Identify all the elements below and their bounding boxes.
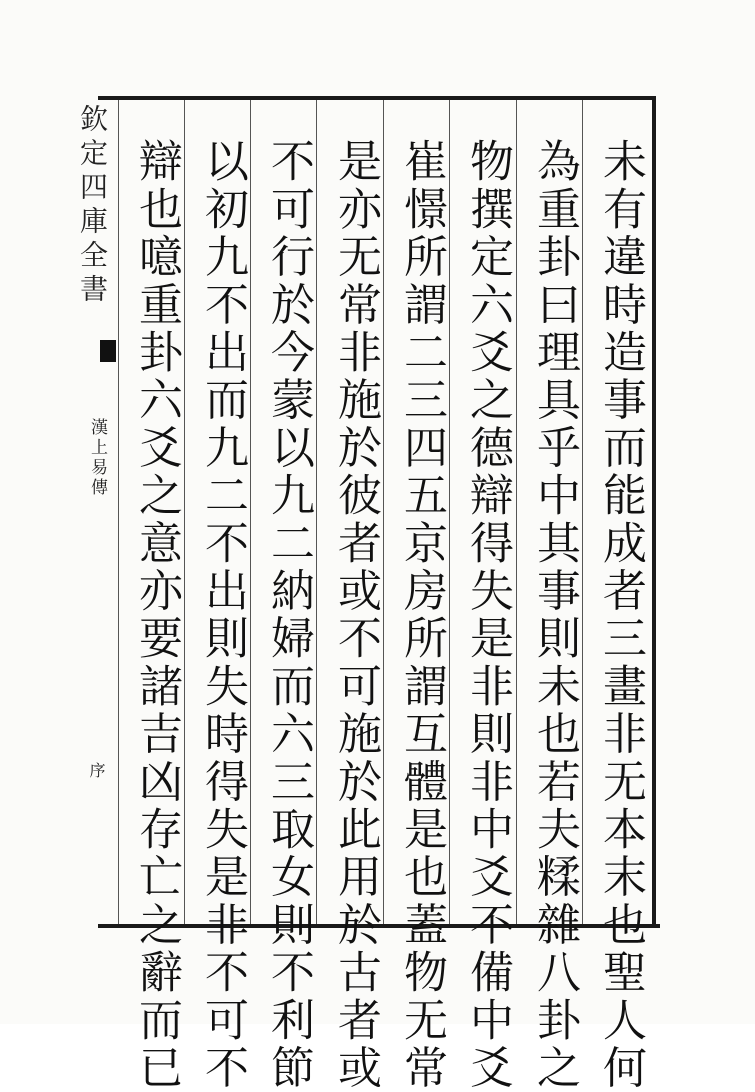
frame-top-border [98,96,653,100]
text-column-5: 是亦无常非施於彼者或不可施於此用於古者或 [330,138,381,1092]
gutter-book-title: 欽定四庫全書 [76,104,109,308]
column-divider [383,100,384,924]
frame-right-border [652,96,656,928]
text-column-1: 未有違時造事而能成者三畫非无本末也聖人何 [595,138,646,1092]
text-column-6: 不可行於今蒙以九二納婦而六三取女則不利節 [263,138,314,1092]
gutter-section-title: 漢上易傳 [87,418,107,498]
column-divider [449,100,450,924]
column-divider [582,100,583,924]
gutter-page-label: 序 [87,762,106,778]
column-divider [316,100,317,924]
gutter-divider [118,100,119,924]
text-column-7: 以初九不出而九二不出則失時得失是非不可不 [197,138,248,1092]
column-divider [516,100,517,924]
text-column-8: 辯也噫重卦六爻之意亦要諸吉凶存亡之辭而已 [131,138,182,1092]
column-divider [184,100,185,924]
column-divider [250,100,251,924]
text-column-4: 崔憬所謂二三四五京房所謂互體是也蓋物无常 [396,138,447,1092]
fishtail-mark [100,340,116,362]
text-column-2: 為重卦曰理具乎中其事則未也若夫糅雜八卦之 [529,138,580,1092]
text-column-3: 物撰定六爻之德辯得失是非則非中爻不備中爻 [462,138,513,1092]
